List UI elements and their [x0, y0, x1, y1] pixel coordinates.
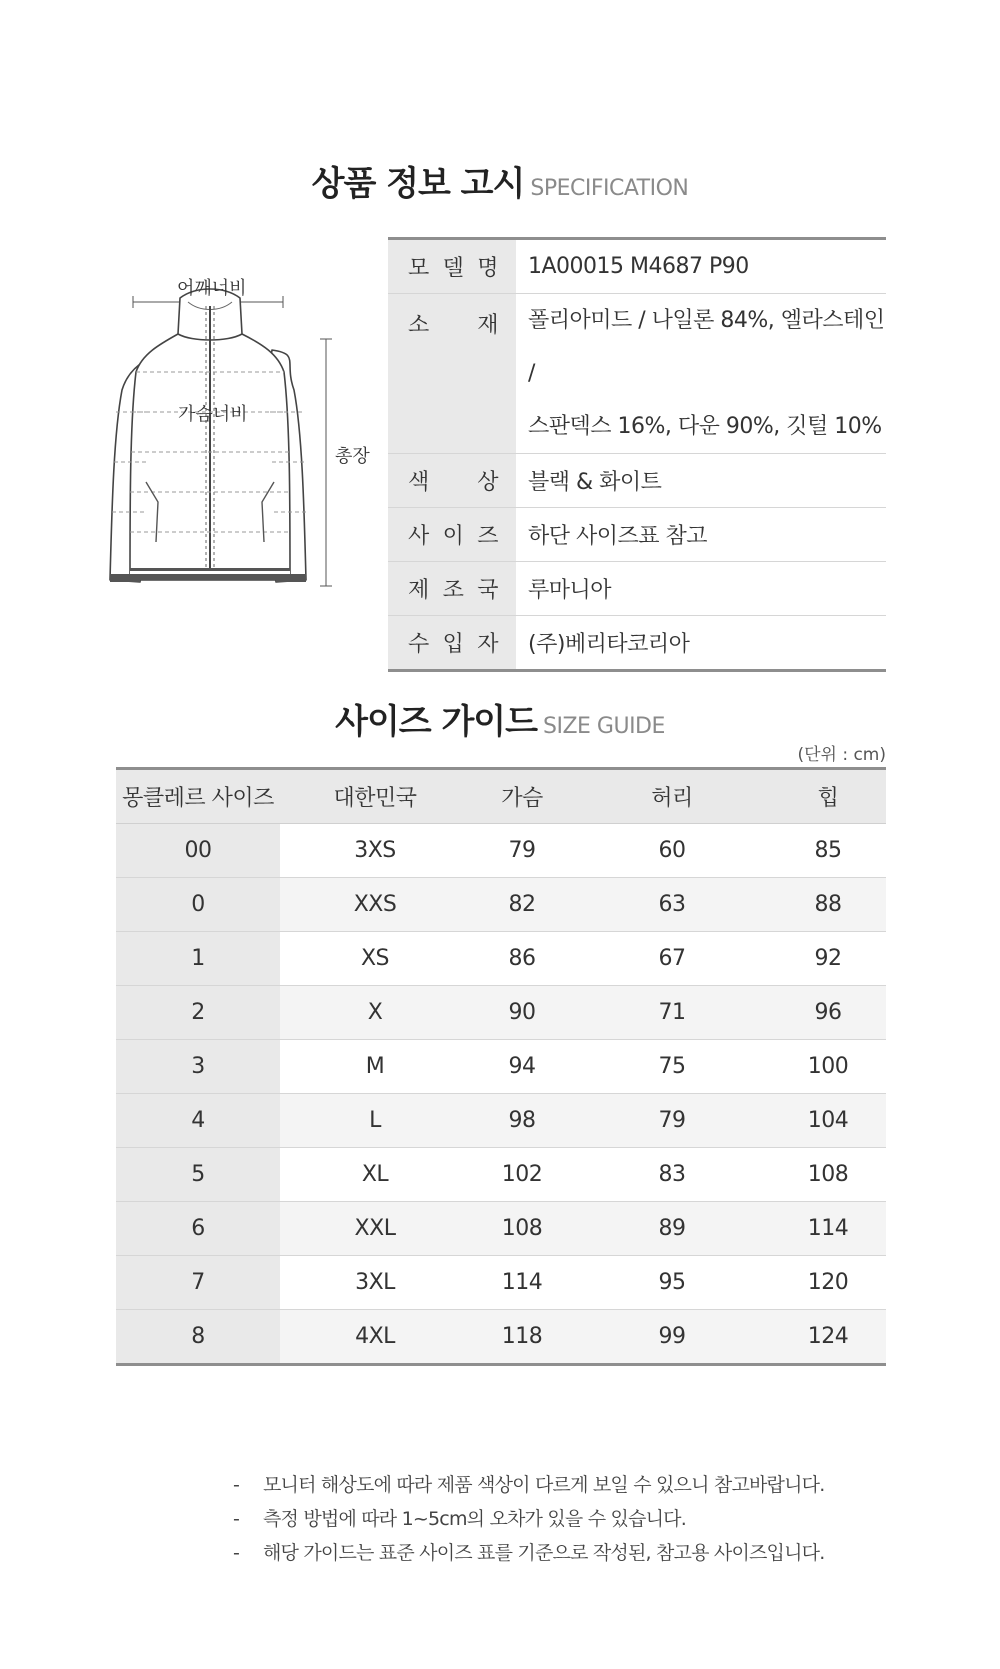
note-bullet: - [233, 1508, 240, 1530]
size-guide-title-english: SIZE GUIDE [543, 714, 665, 739]
cell-hip: 96 [770, 986, 886, 1040]
cell-korea-size: X [280, 986, 470, 1040]
cell-moncler-size: 4 [116, 1094, 280, 1148]
spec-value-color: 블랙 & 화이트 [516, 454, 886, 508]
cell-moncler-size: 0 [116, 878, 280, 932]
cell-chest: 114 [470, 1256, 574, 1310]
cell-korea-size: 4XL [280, 1310, 470, 1365]
note-item [233, 1502, 933, 1536]
spec-section-title [0, 156, 1000, 205]
spec-label-material: 소 재 [388, 294, 516, 454]
cell-hip: 100 [770, 1040, 886, 1094]
cell-hip: 92 [770, 932, 886, 986]
cell-moncler-size: 00 [116, 824, 280, 878]
spec-value-origin: 루마니아 [516, 562, 886, 616]
cell-waist: 71 [574, 986, 770, 1040]
size-guide-section-title [0, 694, 1000, 743]
notes-list [233, 1468, 933, 1570]
cell-chest: 94 [470, 1040, 574, 1094]
cell-korea-size: 3XS [280, 824, 470, 878]
cell-korea-size: M [280, 1040, 470, 1094]
chest-width-label: 가슴너비 [178, 404, 248, 425]
size-table-row [116, 824, 886, 878]
cell-waist: 83 [574, 1148, 770, 1202]
cell-chest: 82 [470, 878, 574, 932]
header-moncler-size: 몽클레르 사이즈 [116, 769, 280, 824]
size-table-row [116, 1310, 886, 1365]
note-item [233, 1468, 933, 1502]
cell-waist: 95 [574, 1256, 770, 1310]
jacket-measurement-figure [100, 262, 380, 602]
size-table-body [116, 824, 886, 1365]
cell-waist: 89 [574, 1202, 770, 1256]
size-table-row [116, 1148, 886, 1202]
cell-hip: 114 [770, 1202, 886, 1256]
size-table-row [116, 1202, 886, 1256]
note-text: 해당 가이드는 표준 사이즈 표를 기준으로 작성된, 참고용 사이즈입니다. [263, 1542, 825, 1564]
cell-chest: 118 [470, 1310, 574, 1365]
cell-moncler-size: 2 [116, 986, 280, 1040]
cell-moncler-size: 6 [116, 1202, 280, 1256]
shoulder-width-label: 어깨너비 [177, 278, 247, 299]
cell-chest: 102 [470, 1148, 574, 1202]
cell-hip: 120 [770, 1256, 886, 1310]
size-table-row [116, 1094, 886, 1148]
spec-row-material [388, 294, 886, 454]
spec-label-size: 사 이 즈 [388, 508, 516, 562]
size-table-row [116, 1256, 886, 1310]
spec-row-importer [388, 616, 886, 671]
header-chest: 가슴 [470, 769, 574, 824]
cell-korea-size: XXS [280, 878, 470, 932]
size-table-header-row [116, 769, 886, 824]
header-hip: 힙 [770, 769, 886, 824]
header-korea-size: 대한민국 [280, 769, 470, 824]
cell-waist: 79 [574, 1094, 770, 1148]
cell-chest: 79 [470, 824, 574, 878]
note-item [233, 1536, 933, 1570]
size-guide-table [116, 767, 886, 1366]
size-guide-title-korean: 사이즈 가이드 [335, 702, 537, 742]
spec-row-origin [388, 562, 886, 616]
cell-waist: 60 [574, 824, 770, 878]
cell-hip: 85 [770, 824, 886, 878]
spec-table [388, 237, 886, 672]
spec-value-importer: (주)베리타코리아 [528, 632, 690, 657]
size-table-row [116, 1040, 886, 1094]
note-bullet: - [233, 1474, 240, 1496]
cell-korea-size: L [280, 1094, 470, 1148]
cell-waist: 63 [574, 878, 770, 932]
cell-waist: 99 [574, 1310, 770, 1365]
spec-material-line-1: 폴리아미드 / 나일론 84%, 엘라스테인 / [528, 308, 885, 386]
spec-value-model: 1A00015 M4687 P90 [516, 239, 886, 294]
header-waist: 허리 [574, 769, 770, 824]
cell-moncler-size: 8 [116, 1310, 280, 1365]
spec-row-model [388, 239, 886, 294]
cell-korea-size: XL [280, 1148, 470, 1202]
spec-label-color: 색 상 [388, 454, 516, 508]
cell-chest: 98 [470, 1094, 574, 1148]
cell-moncler-size: 5 [116, 1148, 280, 1202]
size-table-row [116, 878, 886, 932]
cell-korea-size: 3XL [280, 1256, 470, 1310]
cell-korea-size: XXL [280, 1202, 470, 1256]
unit-note: (단위 : cm) [797, 745, 886, 765]
size-table-row [116, 932, 886, 986]
cell-moncler-size: 7 [116, 1256, 280, 1310]
cell-hip: 124 [770, 1310, 886, 1365]
spec-value-material [516, 294, 886, 454]
cell-hip: 104 [770, 1094, 886, 1148]
cell-chest: 86 [470, 932, 574, 986]
cell-waist: 75 [574, 1040, 770, 1094]
note-text: 모니터 해상도에 따라 제품 색상이 다르게 보일 수 있으니 참고바랍니다. [263, 1474, 825, 1496]
spec-title-english: SPECIFICATION [530, 176, 689, 201]
spec-row-color [388, 454, 886, 508]
spec-title-korean: 상품 정보 고시 [311, 164, 525, 204]
jacket-illustration [100, 262, 380, 602]
cell-waist: 67 [574, 932, 770, 986]
cell-moncler-size: 3 [116, 1040, 280, 1094]
spec-label-model: 모 델 명 [388, 239, 516, 294]
cell-korea-size: XS [280, 932, 470, 986]
note-text: 측정 방법에 따라 1~5cm의 오차가 있을 수 있습니다. [263, 1508, 686, 1530]
spec-material-line-2: 스판덱스 16%, 다운 90%, 깃털 10% [528, 414, 882, 439]
spec-value-size: 하단 사이즈표 참고 [516, 508, 886, 562]
spec-row-size [388, 508, 886, 562]
cell-chest: 90 [470, 986, 574, 1040]
cell-chest: 108 [470, 1202, 574, 1256]
size-table-row [116, 986, 886, 1040]
note-bullet: - [233, 1542, 240, 1564]
total-length-label: 총장 [335, 446, 370, 467]
cell-moncler-size: 1 [116, 932, 280, 986]
spec-label-origin: 제 조 국 [388, 562, 516, 616]
spec-label-importer: 수 입 자 [388, 616, 516, 671]
cell-hip: 88 [770, 878, 886, 932]
cell-hip: 108 [770, 1148, 886, 1202]
